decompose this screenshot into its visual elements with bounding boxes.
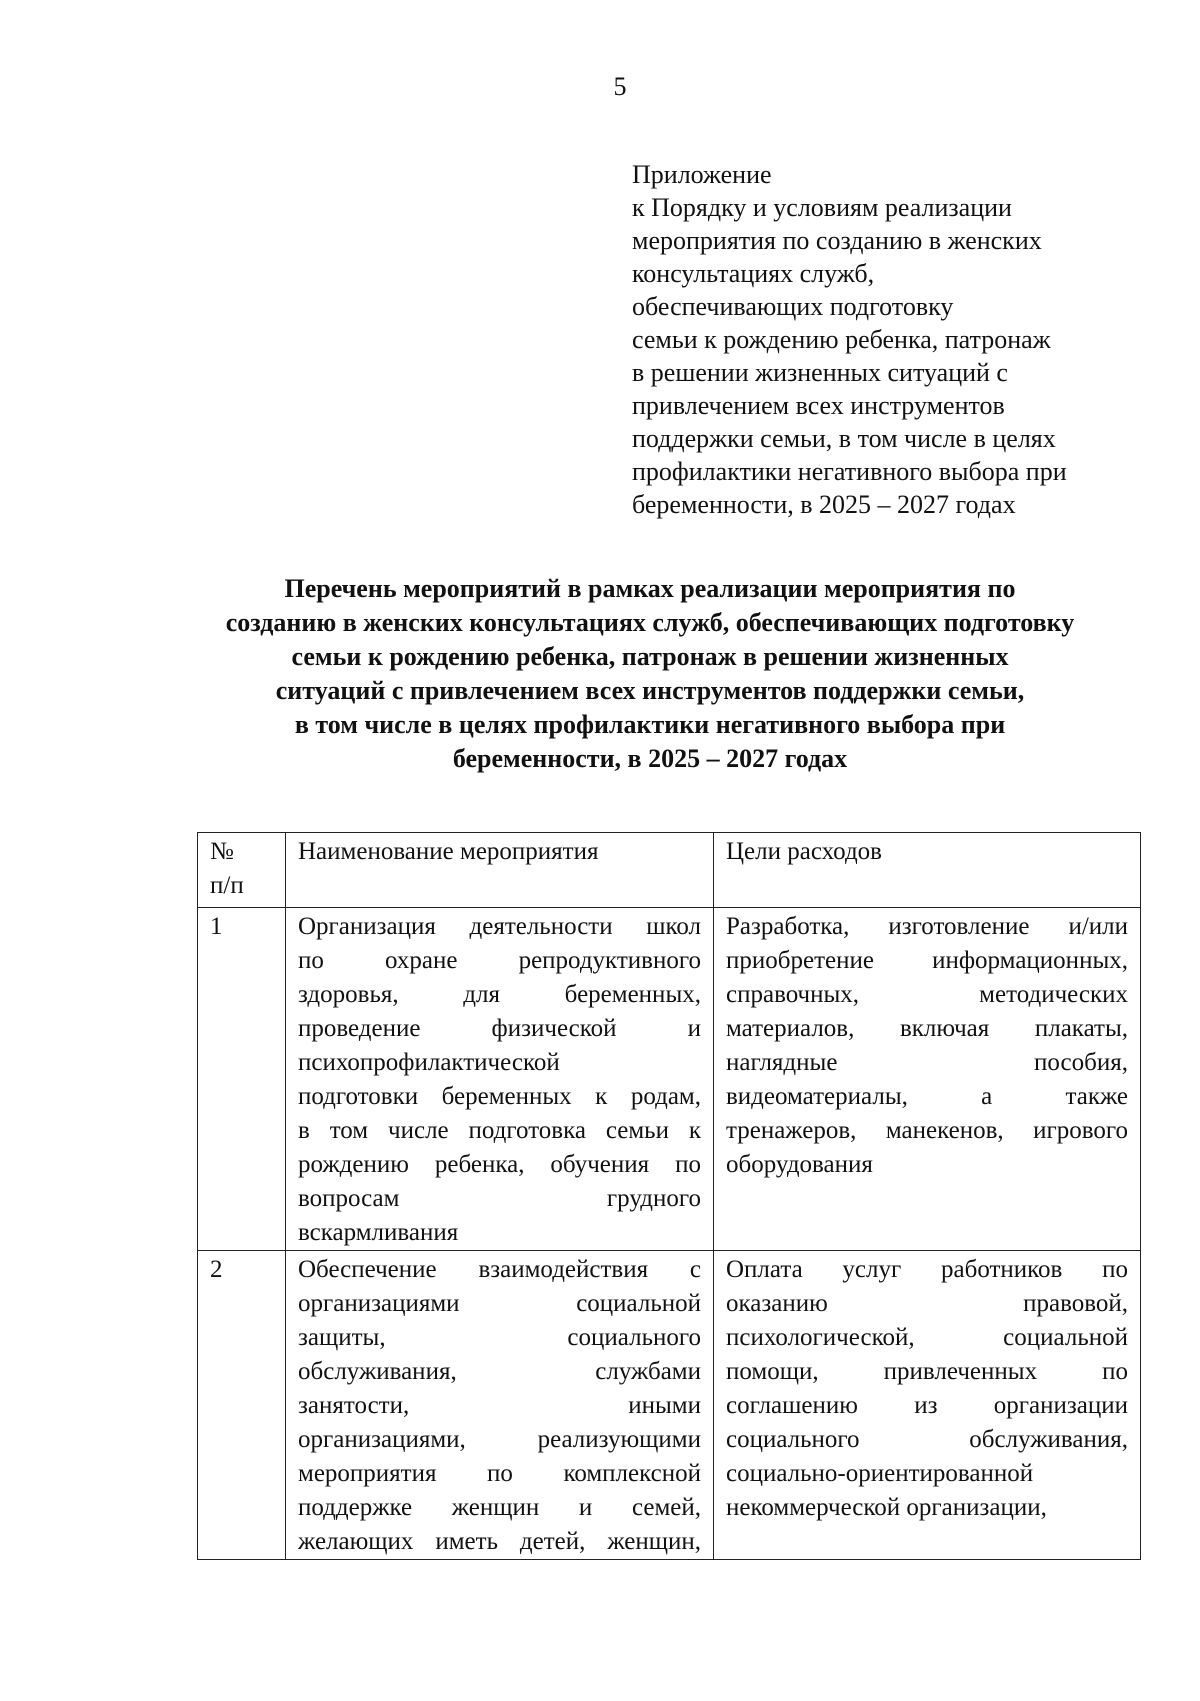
title-line: ситуаций с привлечением всех инструментов поддержки семьи, [275, 676, 1025, 705]
cell-line: Обеспечение взаимодействия с [298, 1256, 701, 1283]
header-expense-goals-text: Цели расходов [726, 838, 882, 865]
annex-line: поддержки семьи, в том числе в целях [632, 424, 1056, 453]
annex-header [632, 158, 1152, 521]
annex-line: мероприятия по созданию в женских [632, 226, 1042, 255]
table-row [198, 908, 1141, 1251]
annex-line: консультациях служб, [632, 259, 875, 288]
title-line: семьи к рождению ребенка, патронаж в решении жизненных [291, 642, 1009, 671]
cell-line: справочных, методических [726, 981, 1128, 1008]
header-measure-name [286, 833, 714, 908]
cell-line: оказанию правовой, [726, 1290, 1128, 1317]
document-title [150, 572, 1150, 776]
cell-line: приобретение информационных, [726, 947, 1128, 974]
cell-line: вопросам грудного [298, 1185, 701, 1212]
annex-line: привлечением всех инструментов [632, 391, 1005, 420]
header-number [198, 833, 286, 908]
row-number-text: 2 [210, 1256, 223, 1283]
cell-line: соглашению из организации [726, 1392, 1128, 1419]
annex-line: профилактики негативного выбора при [632, 457, 1067, 486]
cell-line: Разработка, изготовление и/или [726, 913, 1128, 940]
title-line: беременности, в 2025 – 2027 годах [452, 744, 848, 773]
annex-line: в решении жизненных ситуаций с [632, 358, 1008, 387]
row-number [198, 1251, 286, 1560]
cell-line: тренажеров, манекенов, игрового [726, 1117, 1128, 1144]
cell-line: психопрофилактической [298, 1049, 560, 1076]
cell-line: желающих иметь детей, женщин, [298, 1528, 701, 1555]
cell-line: организациями социальной [298, 1290, 701, 1317]
cell-line: поддержке женщин и семей, [298, 1494, 701, 1521]
cell-line: Организация деятельности школ [298, 913, 701, 940]
cell-line: организациями, реализующими [298, 1426, 701, 1453]
table-row [198, 1251, 1141, 1560]
measure-name-cell [286, 908, 714, 1251]
annex-line: Приложение [632, 160, 772, 189]
header-number-line: п/п [210, 872, 244, 899]
cell-line: материалов, включая плакаты, [726, 1015, 1128, 1042]
annex-line: беременности, в 2025 – 2027 годах [632, 490, 1016, 519]
header-number-line: № [210, 838, 234, 865]
cell-line: социального обслуживания, [726, 1426, 1128, 1453]
cell-line: обслуживания, службами [298, 1358, 701, 1385]
title-line: созданию в женских консультациях служб, обеспечивающих подготовку [225, 608, 1075, 637]
annex-line: семьи к рождению ребенка, патронаж [632, 325, 1051, 354]
cell-line: подготовки беременных к родам, [298, 1083, 701, 1110]
cell-line: проведение физической и [298, 1015, 701, 1042]
annex-line: к Порядку и условиям реализации [632, 193, 1012, 222]
cell-line: социально-ориентированной [726, 1460, 1034, 1487]
header-expense-goals [714, 833, 1141, 908]
page-number: 5 [613, 72, 627, 101]
cell-line: помощи, привлеченных по [726, 1358, 1128, 1385]
cell-line: видеоматериалы, а также [726, 1083, 1128, 1110]
expense-goal-cell [714, 908, 1141, 1251]
expense-goal-cell [714, 1251, 1141, 1560]
cell-line: некоммерческой организации, [726, 1494, 1047, 1521]
table-header-row [198, 833, 1141, 908]
measures-table [197, 832, 1141, 1560]
cell-line: здоровья, для беременных, [298, 981, 701, 1008]
cell-line: защиты, социального [298, 1324, 701, 1351]
cell-line: рождению ребенка, обучения по [298, 1151, 701, 1178]
header-measure-name-text: Наименование мероприятия [298, 838, 599, 865]
measure-name-cell [286, 1251, 714, 1560]
annex-line: обеспечивающих подготовку [632, 292, 954, 321]
title-line: в том числе в целях профилактики негативного выбора при [294, 710, 1006, 739]
cell-line: вскармливания [298, 1219, 459, 1246]
cell-line: мероприятия по комплексной [298, 1460, 701, 1487]
cell-line: оборудования [726, 1151, 873, 1178]
cell-line: наглядные пособия, [726, 1049, 1128, 1076]
row-number-text: 1 [210, 913, 223, 940]
title-line: Перечень мероприятий в рамках реализации мероприятия по [284, 574, 1016, 603]
cell-line: Оплата услуг работников по [726, 1256, 1128, 1283]
cell-line: в том числе подготовка семьи к [298, 1117, 701, 1144]
cell-line: психологической, социальной [726, 1324, 1128, 1351]
cell-line: занятости, иными [298, 1392, 701, 1419]
row-number [198, 908, 286, 1251]
cell-line: по охране репродуктивного [298, 947, 701, 974]
